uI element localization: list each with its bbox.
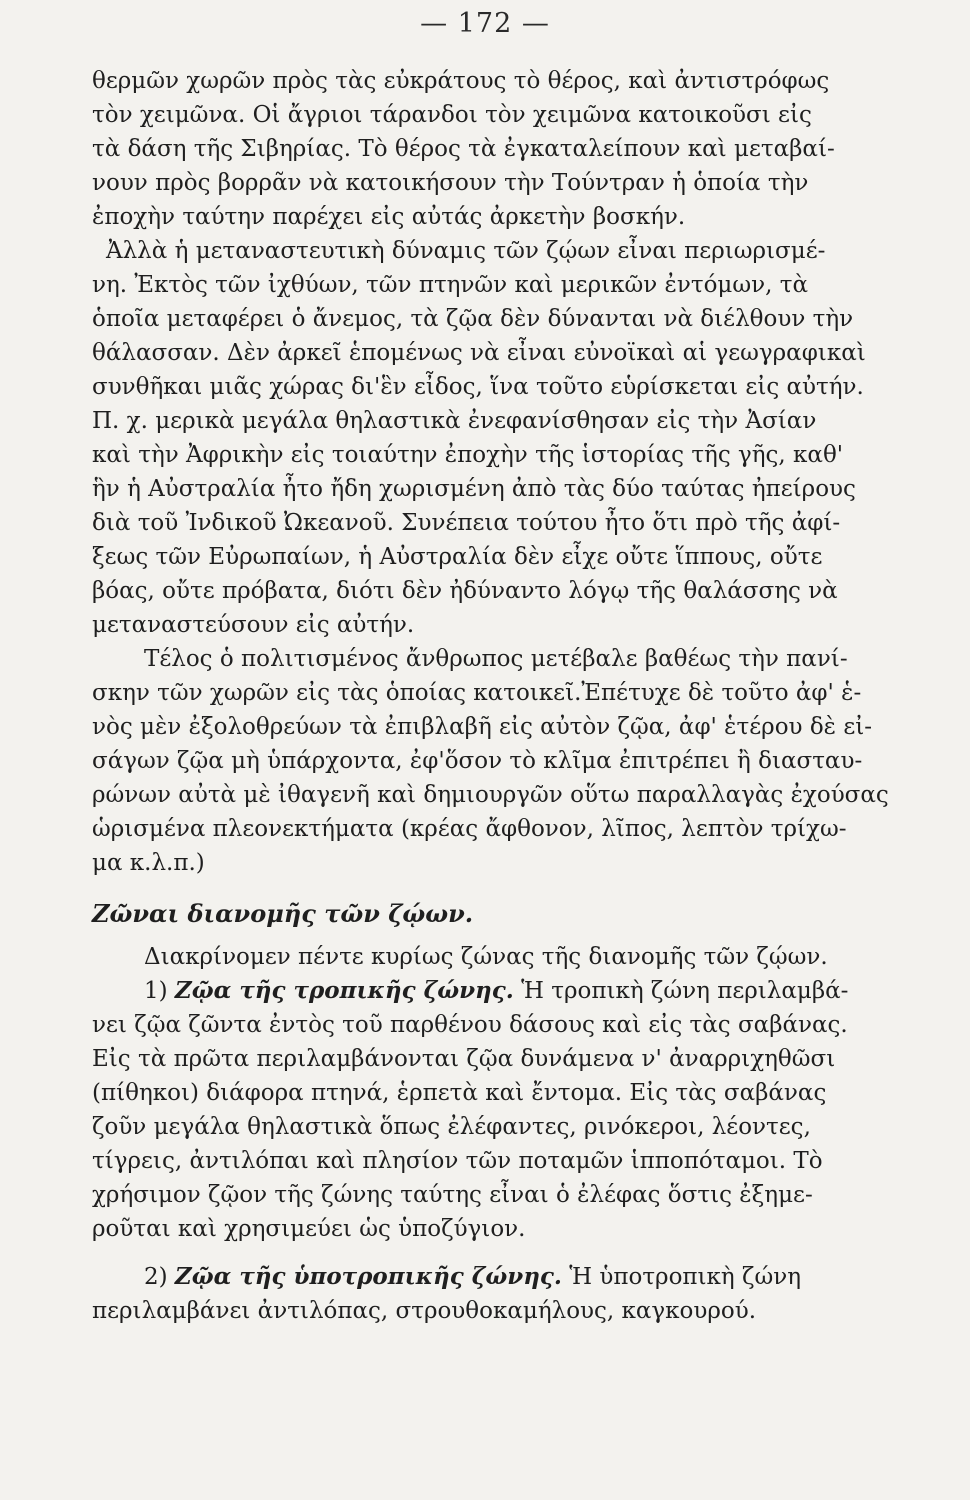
text-line: ξεως τῶν Εὐρωπαίων, ἡ Αὐστραλία δὲν εἶχε οὔτε ἵππους, οὔτε: [92, 544, 823, 570]
paragraph-zones-intro: [92, 940, 828, 974]
text-line: (πίθηκοι) διάφορα πτηνά, ἑρπετὰ καὶ ἔντομα. Εἰς τὰς σαβάνας: [92, 1080, 827, 1106]
text-line: ἐποχὴν ταύτην παρέχει εἰς αὐτάς ἀρκετὴν βοσκήν.: [92, 204, 686, 230]
section-heading: Ζῶναι διανομῆς τῶν ζῴων.: [92, 899, 474, 928]
text-line: ζοῦν μεγάλα θηλαστικὰ ὅπως ἐλέφαντες, ρινόκεροι, λέοντες,: [92, 1114, 811, 1140]
text-line: σκην τῶν χωρῶν εἰς τὰς ὁποίας κατοικεῖ.Ἐπέτυχε δὲ τοῦτο ἀφ' ἑ-: [92, 680, 862, 706]
text-line: διὰ τοῦ Ἰνδικοῦ Ὠκεανοῦ. Συνέπεια τούτου ἦτο ὅτι πρὸ τῆς ἀφί-: [92, 510, 841, 536]
text-line: νουν πρὸς βορρᾶν νὰ κατοικήσουν τὴν Τούντραν ἡ ὁποία τὴν: [92, 170, 809, 196]
zone-text: Ἡ ὑποτροπικὴ ζώνη: [569, 1264, 802, 1290]
text-line: βόας, οὔτε πρόβατα, διότι δὲν ἠδύναντο λόγῳ τῆς θαλάσσης νὰ: [92, 578, 838, 604]
zone-first-line: [92, 1260, 802, 1294]
text-line: ἣν ἡ Αὐστραλία ἦτο ἤδη χωρισμένη ἀπὸ τὰς δύο ταύτας ἠπείρους: [92, 476, 856, 502]
page-number: — 172 —: [420, 8, 550, 39]
text-line: Εἰς τὰ πρῶτα περιλαμβάνονται ζῷα δυνάμενα ν' ἀναρριχηθῶσι: [92, 1046, 836, 1072]
text-line: ρώνων αὐτὰ μὲ ἰθαγενῆ καὶ δημιουργῶν οὕτω παραλλαγὰς ἐχούσας: [92, 782, 889, 808]
text-line: συνθῆκαι μιᾶς χώρας δι'ἓν εἶδος, ἵνα τοῦτο εὑρίσκεται εἰς αὐτήν.: [92, 374, 864, 400]
text-line: ὡρισμένα πλεονεκτήματα (κρέας ἄφθονον, λῖπος, λεπτὸν τρίχω-: [92, 816, 847, 842]
text-line: Διακρίνομεν πέντε κυρίως ζώνας τῆς διανομῆς τῶν ζῴων.: [144, 944, 828, 970]
zone-first-line: [92, 974, 849, 1008]
text-line: σάγων ζῷα μὴ ὑπάρχοντα, ἐφ'ὅσον τὸ κλῖμα ἐπιτρέπει ἢ διασταυ-: [92, 748, 863, 774]
paragraph-migration-limits: [92, 234, 866, 642]
text-line: νη. Ἐκτὸς τῶν ἰχθύων, τῶν πτηνῶν καὶ μερικῶν ἐντόμων, τὰ: [92, 272, 808, 298]
text-line: περιλαμβάνει ἀντιλόπας, στρουθοκαμήλους, καγκουρού.: [92, 1298, 757, 1324]
zone-title: Ζῷα τῆς τροπικῆς ζώνης.: [174, 977, 514, 1004]
zone-tropical: [92, 974, 849, 1246]
text-line: Ἀλλὰ ἡ μεταναστευτικὴ δύναμις τῶν ζῴων εἶναι περιωρισμέ-: [106, 238, 826, 264]
text-line: Π. χ. μερικὰ μεγάλα θηλαστικὰ ἐνεφανίσθησαν εἰς τὴν Ἀσίαν: [92, 408, 817, 434]
text-line: μεταναστεύσουν εἰς αὐτήν.: [92, 612, 415, 638]
paragraph-civilized-man: [92, 642, 889, 880]
text-line: ροῦται καὶ χρησιμεύει ὡς ὑποζύγιον.: [92, 1216, 526, 1242]
text-line: χρήσιμον ζῷον τῆς ζώνης ταύτης εἶναι ὁ ἐλέφας ὅστις ἐξημε-: [92, 1182, 813, 1208]
text-line: τὰ δάση τῆς Σιβηρίας. Τὸ θέρος τὰ ἐγκαταλείπουν καὶ μεταβαί-: [92, 136, 835, 162]
paragraph-migration-seasons: [92, 64, 835, 234]
body-text: [92, 64, 889, 1328]
text-line: τίγρεις, ἀντιλόπαι καὶ πλησίον τῶν ποταμῶν ἱπποπόταμοι. Τὸ: [92, 1148, 823, 1174]
zone-text: Ἡ τροπικὴ ζώνη περιλαμβά-: [521, 978, 849, 1004]
text-line: θερμῶν χωρῶν πρὸς τὰς εὐκράτους τὸ θέρος, καὶ ἀντιστρόφως: [92, 68, 830, 94]
text-line: καὶ τὴν Ἀφρικὴν εἰς τοιαύτην ἐποχὴν τῆς ἱστορίας τῆς γῆς, καθ': [92, 442, 844, 468]
text-line: θάλασσαν. Δὲν ἀρκεῖ ἑπομένως νὰ εἶναι εὐνοϊκαὶ αἱ γεωγραφικαὶ: [92, 340, 866, 366]
text-line: νει ζῷα ζῶντα ἐντὸς τοῦ παρθένου δάσους καὶ εἰς τὰς σαβάνας.: [92, 1012, 848, 1038]
text-line: μα κ.λ.π.): [92, 850, 205, 876]
text-line: ὁποῖα μεταφέρει ὁ ἄνεμος, τὰ ζῷα δὲν δύνανται νὰ διέλθουν τὴν: [92, 306, 854, 332]
text-line: Τέλος ὁ πολιτισμένος ἄνθρωπος μετέβαλε βαθέως τὴν πανί-: [144, 646, 848, 672]
zone-title: Ζῷα τῆς ὑποτροπικῆς ζώνης.: [174, 1263, 562, 1290]
zone-number: 1): [144, 978, 168, 1004]
zone-number: 2): [144, 1264, 168, 1290]
zone-subtropical: [92, 1260, 802, 1328]
text-line: τὸν χειμῶνα. Οἱ ἄγριοι τάρανδοι τὸν χειμῶνα κατοικοῦσι εἰς: [92, 102, 812, 128]
text-line: νὸς μὲν ἐξολοθρεύων τὰ ἐπιβλαβῆ εἰς αὐτὸν ζῷα, ἀφ' ἑτέρου δὲ εἰ-: [92, 714, 873, 740]
